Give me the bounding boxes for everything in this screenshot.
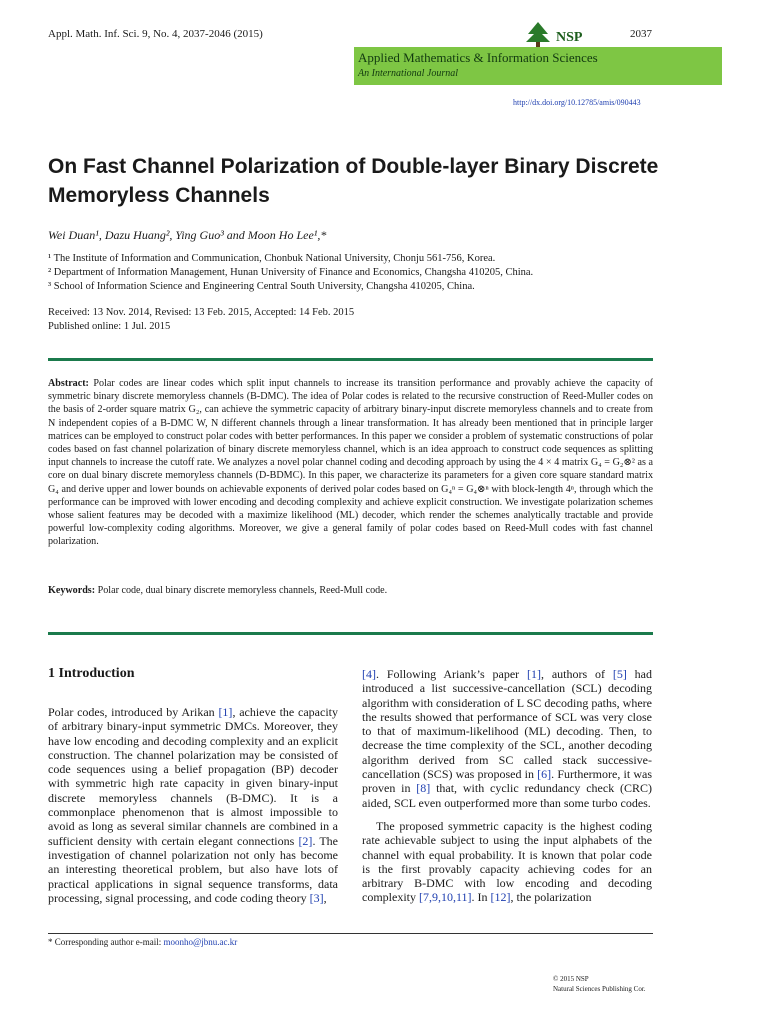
affiliation-3: ³ School of Information Science and Engineering Central South University, Changsha 410205, China.	[48, 281, 475, 292]
intro-left-column	[48, 705, 338, 905]
nsp-logo	[524, 20, 620, 48]
publisher: Natural Sciences Publishing Cor.	[553, 985, 646, 993]
logo-text: NSP	[556, 30, 583, 45]
abstract-label: Abstract:	[48, 378, 89, 389]
citation-1[interactable]: [1]	[218, 705, 233, 719]
published-date: Published online: 1 Jul. 2015	[48, 321, 171, 332]
abstract-top-rule	[48, 358, 653, 361]
affiliation-1: ¹ The Institute of Information and Communication, Chonbuk National University, Chonju 561-756, Korea.	[48, 253, 496, 264]
journal-name: Applied Mathematics & Information Sciences	[358, 50, 598, 65]
text-span: Polar codes, introduced by Arikan	[48, 705, 219, 719]
authors: Wei Duan¹, Dazu Huang², Ying Guo³ and Moon Ho Lee¹,*	[48, 228, 327, 242]
citation-12[interactable]: [12]	[490, 890, 511, 905]
journal-subtitle: An International Journal	[358, 68, 458, 79]
running-head: Appl. Math. Inf. Sci. 9, No. 4, 2037-2046 (2015)	[48, 28, 263, 40]
paper-title: On Fast Channel Polarization of Double-layer Binary Discrete Memoryless Channels	[48, 155, 659, 207]
text-span: that, with cyclic redundancy check (CRC) aided, SCL even outperformed more than some turbo codes.	[362, 781, 653, 810]
text-span: . In	[471, 890, 491, 905]
paragraph	[362, 819, 652, 905]
abstract-bottom-rule	[48, 632, 653, 635]
doi-link[interactable]: http://dx.doi.org/10.12785/amis/090443	[513, 98, 641, 107]
text-span: ,	[323, 890, 327, 905]
tree-icon	[526, 22, 550, 47]
abstract-text: Polar codes are linear codes which split input channels to increase its transition performance and provably achieve the capacity of symmetric binary discrete memoryless channels (B-DMC). The idea of Polar codes is related to the recursive construction of Reed-Muller codes on the basis of 2-order square matrix G₂, can achieve the symmetric capacity of arbitrary binary-input discrete memoryless channels and to create from N independent copies of a B-DMC W, N different channels through a linear transformation. It has already been mentioned that in principle larger matrices can be employed to construct polar codes with better performances. In this paper we consider a problem of systematic constructions of polar codes based on fast channel polarization of binary discrete memoryless channel, which is an idea approach to construct code sequences as splitting input channels to increase the cutoff rate. We analyzes a novel polar channel coding and decoding approach by using the 4 × 4 matrix G₄ = G₂⊗² as a core on dual binary discrete memoryless channels (D-BDMC). In this paper, we characterize its parameters for a given core square standard matrix G₄ and derive upper and lower bounds on achievable exponents of derived polar codes based on G₄ⁿ = G₄⊗ⁿ with block-length 4ⁿ, through which the performance can be improved with lower encoding and decoding complexity and achieve explicit construction. We investigate polarization schemes whose salient features may be decoded with a maximize likelihood (ML) decoder, which render the schemes analytically tractable and provide powerful low-complexity coding algorithms. Moreover, we give a general family of polar codes based on Reed-Mull codes with fast channel polarization.	[48, 378, 654, 548]
citation-1[interactable]: [1]	[527, 667, 541, 681]
footnote-prefix: * Corresponding author e-mail:	[48, 937, 164, 947]
citation-3[interactable]: [3]	[309, 890, 324, 905]
citation-5[interactable]: [5]	[612, 667, 627, 681]
intro-right-column	[362, 667, 652, 905]
abstract	[48, 377, 653, 549]
text-span: , achieve the capacity of arbitrary binary-input symmetric DMCs. Moreover, they have low encoding and decoding complexity and an explicit construction. The channel polarization may be consisted of code sequences using a belief propagation (BP) decoder with symmetric high rate capacity in given binary-input discrete memoryless channels (B-DMC). It is a commonplace phenomenon that is almost impossible to avoid as long as several similar channels are combined in a sufficient density with certain elegant connections	[48, 705, 338, 848]
text-span: The proposed symmetric capacity is the highest coding rate achievable subject to using the input alphabets of the channel with equal probability. It is known that polar code is the first provably capacity achieving codes for an arbitrary B-DMC with low encoding and decoding complexity	[362, 818, 652, 905]
dates	[48, 306, 354, 334]
citation-8[interactable]: [8]	[416, 781, 431, 796]
citation-4[interactable]: [4]	[362, 667, 376, 681]
text-span: had introduced a list successive-cancellation (SCL) decoding algorithm with consideration of L SC decoding paths, where the results showed that performance of SCL was very close to that of maximum-likelihood (ML) decoding. Then, to decrease the time complexity of the SCL, another decoding algorithm derived from SC called stack successive-cancellation (SCS) was proposed in	[362, 667, 653, 782]
page-number: 2037	[630, 28, 652, 40]
citation-2[interactable]: [2]	[298, 833, 313, 848]
text-span: . Following Ariank’s paper	[376, 667, 527, 681]
affiliation-2: ² Department of Information Management, Hunan University of Finance and Economics, Changsha 410205, China.	[48, 267, 534, 278]
citation-7-9-10-11[interactable]: [7,9,10,11]	[419, 890, 472, 905]
text-span: , authors of	[541, 667, 613, 681]
text-span: . The investigation of channel polarization not only has become an interesting theoretical problem, but also have lots of practical applications in signal sequence transforms, data processing, signal processing, and code coding theory	[48, 833, 338, 905]
keywords-label: Keywords:	[48, 585, 96, 596]
copyright: © 2015 NSP	[553, 975, 589, 983]
paragraph	[362, 667, 652, 810]
text-span: , the polarization	[510, 890, 592, 905]
author-email-link[interactable]: moonho@jbnu.ac.kr	[163, 937, 238, 947]
section-heading-introduction: 1 Introduction	[48, 666, 135, 681]
citation-6[interactable]: [6]	[537, 767, 552, 782]
keywords-text: Polar code, dual binary discrete memoryless channels, Reed-Mull code.	[97, 585, 388, 596]
footnote-rule	[48, 933, 653, 934]
received-dates: Received: 13 Nov. 2014, Revised: 13 Feb. 2015, Accepted: 14 Feb. 2015	[48, 307, 355, 318]
corresponding-author-footnote	[48, 937, 237, 947]
keywords	[48, 585, 387, 596]
text-span: . Furthermore, it was proven in	[362, 767, 652, 796]
